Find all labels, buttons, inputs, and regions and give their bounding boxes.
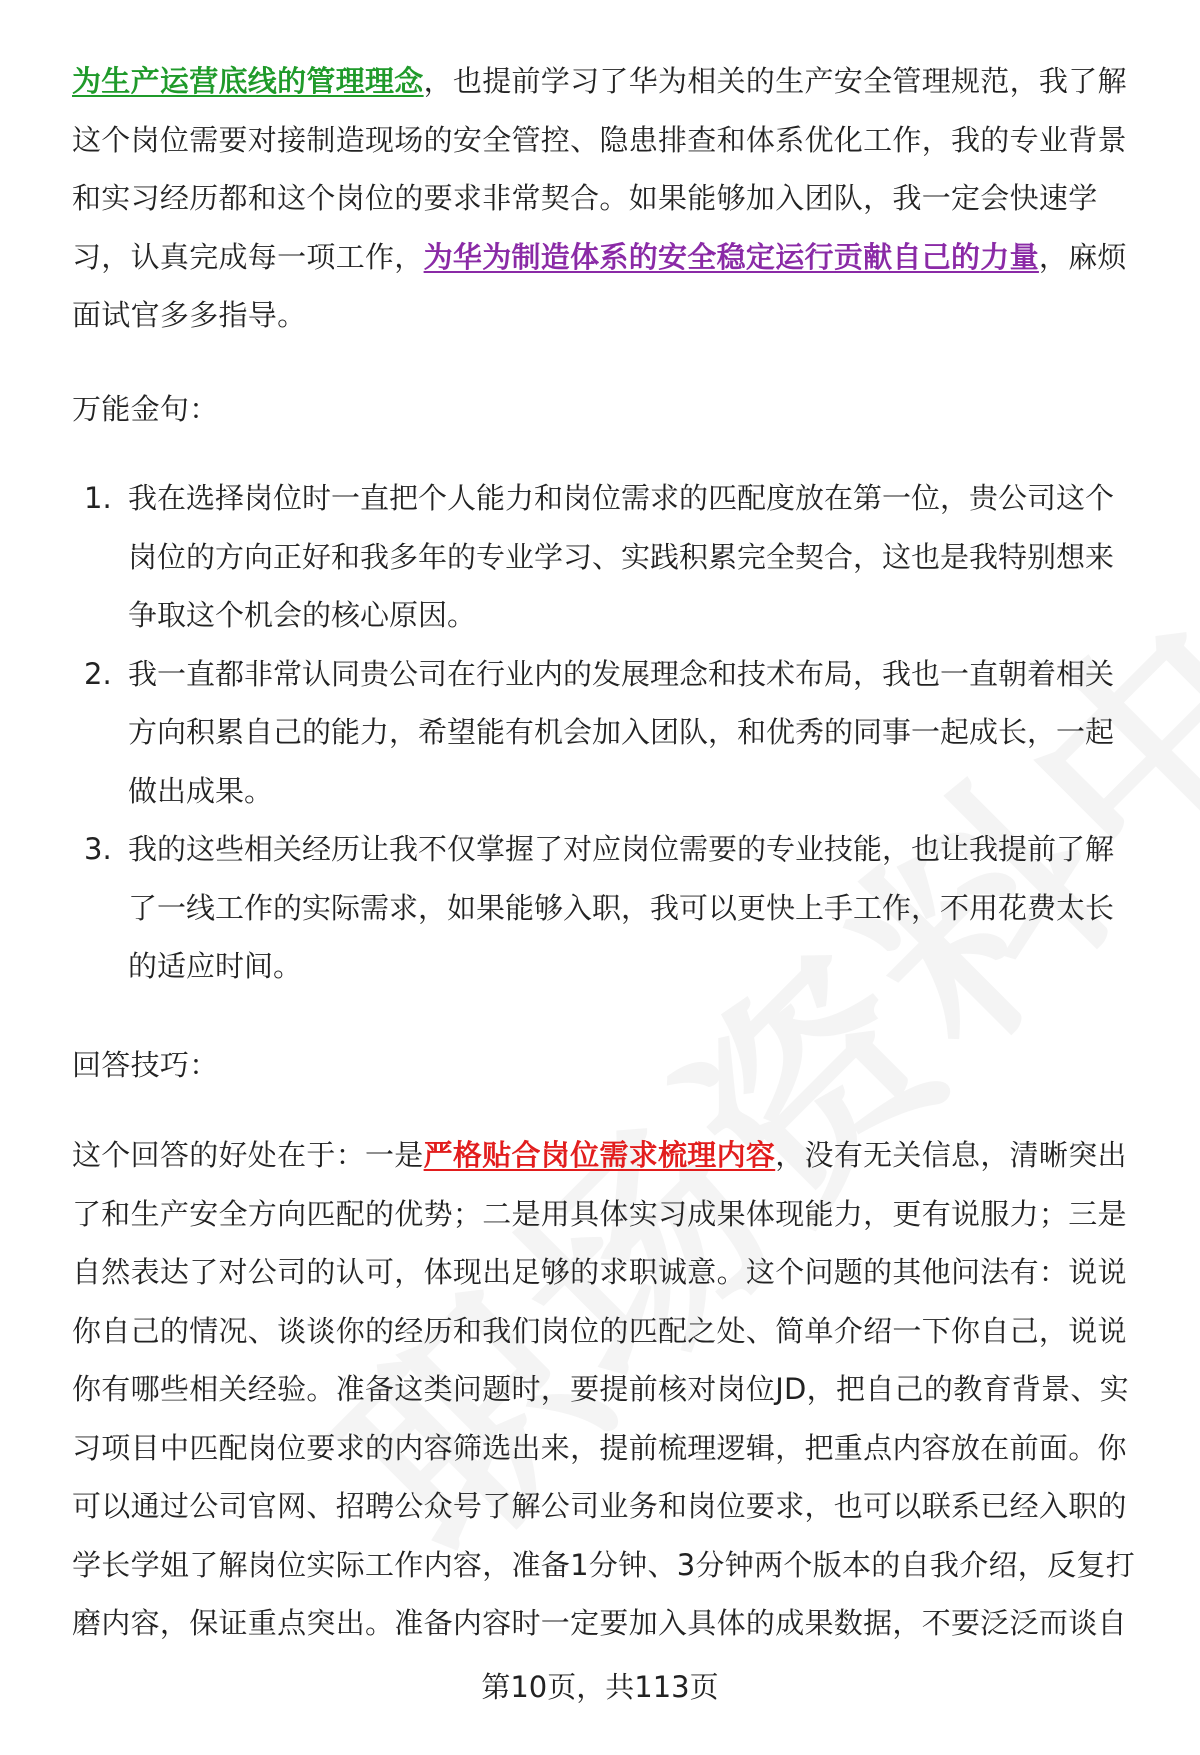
paragraph-text: ，麻烦面试官多多指导。 [72, 239, 1127, 332]
list-item [72, 469, 1142, 645]
paragraph-intro-ending [72, 52, 1142, 345]
paragraph-text: ，没有无关信息，清晰突出了和生产安全方向匹配的优势；二是用具体实习成果体现能力，更有说服力；三是自然表达了对公司的认可，体现出足够的求职诚意。这个问题的其他问法有：说说你自己的情况、谈谈你的经历和我们岗位的匹配之处、简单介绍一下你自己，说说你有哪些相关经验。准备这类问题时，要提前核对岗位JD，把自己的教育背景、实习项目中匹配岗位要求的内容筛选出来，提前梳理逻辑，把重点内容放在前面。你可以通过公司官网、招聘公众号了解公司业务和岗位要求，也可以联系已经入职的学长学姐了解岗位实际工作内容，准备1分钟、3分钟两个版本的自我介绍，反复打磨内容，保证重点突出。准备内容时一定要加入具体的成果数据，不要泛泛而谈自 [72, 1138, 1136, 1640]
paragraph-text: 这个回答的好处在于：一是 [72, 1138, 424, 1172]
paragraph-answer-tips [72, 1126, 1142, 1653]
list-number: 3. [84, 832, 112, 866]
highlight-green: 为生产运营底线的管理理念 [72, 64, 424, 98]
list-item-text: 我的这些相关经历让我不仅掌握了对应岗位需要的专业技能，也让我提前了解了一线工作的实际需求，如果能够入职，我可以更快上手工作，不用花费太长的适应时间。 [128, 832, 1115, 983]
list-item [72, 645, 1142, 821]
heading-answer-tips: 回答技巧： [72, 1048, 219, 1082]
page-footer: 第10页，共113页 [481, 1670, 719, 1704]
highlight-purple: 为华为制造体系的安全稳定运行贡献自己的力量 [423, 239, 1039, 274]
list-number: 1. [84, 481, 112, 515]
heading-golden-sentences: 万能金句： [72, 392, 219, 426]
highlight-red: 严格贴合岗位需求梳理内容 [423, 1138, 776, 1172]
list-item-text: 我一直都非常认同贵公司在行业内的发展理念和技术布局，我也一直朝着相关方向积累自己的能力，希望能有机会加入团队，和优秀的同事一起成长，一起做出成果。 [128, 656, 1115, 808]
list-item [72, 820, 1142, 996]
list-number: 2. [84, 656, 112, 691]
paragraph-text: ，也提前学习了华为相关的生产安全管理规范，我了解这个岗位需要对接制造现场的安全管控、隐患排查和体系优化工作，我的专业背景和实习经历都和这个岗位的要求非常契合。如果能够加入团队，我一定会快速学习，认真完成每一项工作， [72, 64, 1127, 274]
golden-sentences-list [72, 469, 1142, 996]
list-item-text: 我在选择岗位时一直把个人能力和岗位需求的匹配度放在第一位，贵公司这个岗位的方向正好和我多年的专业学习、实践积累完全契合，这也是我特别想来争取这个机会的核心原因。 [128, 481, 1115, 632]
